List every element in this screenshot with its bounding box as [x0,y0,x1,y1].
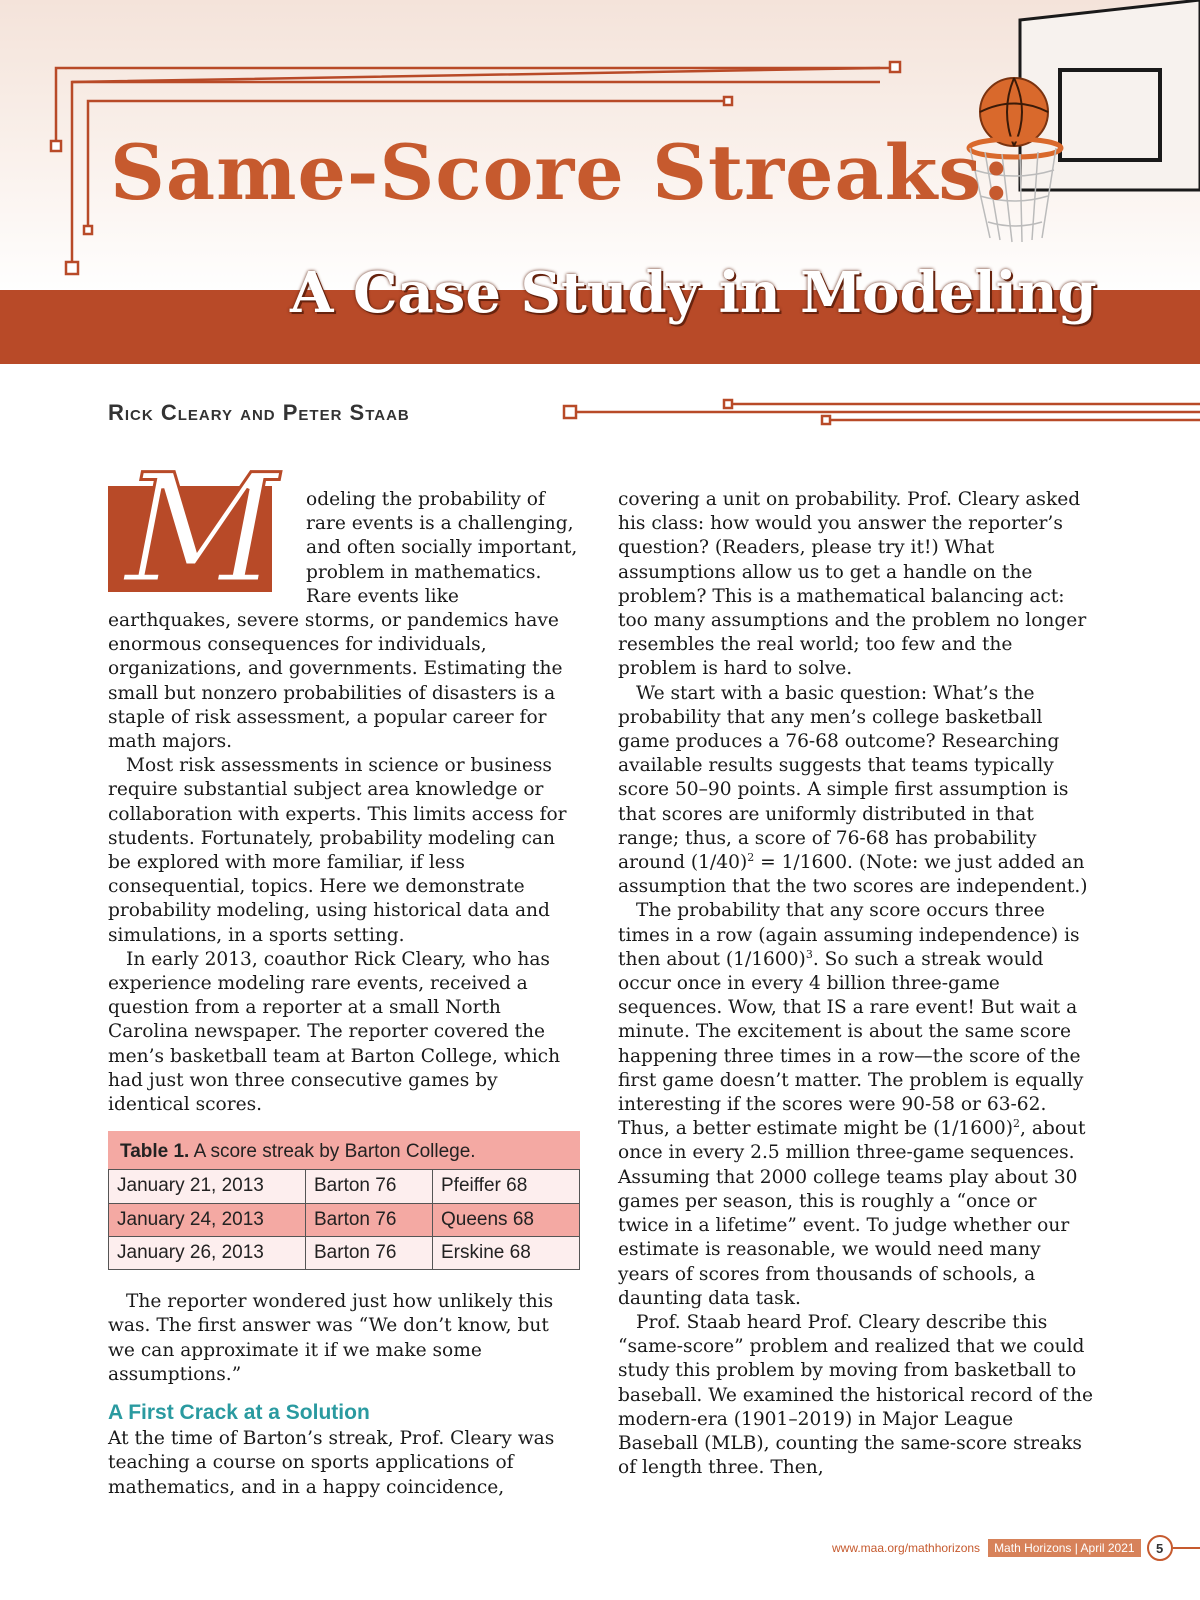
left-column [108,443,578,1500]
drop-cap [108,443,294,617]
footer-line [1173,1547,1200,1549]
superscript: 2 [1013,1117,1021,1131]
table-cell-opponent: Pfeiffer 68 [433,1170,580,1203]
page-footer [832,1536,1200,1560]
table-cell-date: January 21, 2013 [109,1170,306,1203]
table-cell-team: Barton 76 [306,1236,433,1269]
superscript: 2 [747,850,755,864]
table-row [109,1203,580,1236]
text-span: , about once in every 2.5 million three-game sequences. Assuming that 2000 college teams play about 30 games per season, this is roughly a “once or twice in a lifetime” event. To judge whether our estimate is reasonable, we would need many years of scores from thousands of schools, a daunting data task. [618,1118,1086,1309]
paragraph-baseball: Prof. Staab heard Prof. Cleary describe this “same-score” problem and realized that we could study this problem by moving from basketball to baseball. We examined the historical record of the modern-era (1901–2019) in Major League Baseball (MLB), counting the same-score streaks of length three. Then, [618,1311,1094,1479]
table-caption-text: A score streak by Barton College. [193,1141,476,1163]
text-span: We start with a basic question: What’s the probability that any men’s college basketball game produces a 76-68 outcome? Researching available results suggests that teams typically score 50–90 points. A simple first assumption is that scores are uniformly distributed in that range; thus, a score of 76-68 has probability around (1/40) [618,682,1069,874]
table-cell-team: Barton 76 [306,1170,433,1203]
table-cell-date: January 24, 2013 [109,1203,306,1236]
right-column [618,488,1093,1480]
paragraph-basic-question [618,682,1093,900]
paragraph-first-crack: At the time of Barton’s streak, Prof. Cleary was teaching a course on sports applications of mathematics, and in a happy coincidence, [108,1428,555,1498]
score-table [108,1169,580,1270]
paragraph-intro: odeling the probability of rare events is a challenging, and often socially important, problem in mathematics. Rare events like earthquakes, severe storms, or pandemics have enormous consequences for individuals, organizations, and governments. Estimating the small but nonzero probabilities of disasters is a staple of risk assessment, a popular career for math majors. [108,489,578,753]
score-streak-table [108,1131,580,1270]
table-cell-opponent: Queens 68 [433,1203,580,1236]
table-row [109,1236,580,1269]
article-title: Same-Score Streaks: [110,128,1012,217]
drop-cap-letter: M [124,443,278,617]
article-subtitle: A Case Study in Modeling [290,260,1097,326]
table-cell-opponent: Erskine 68 [433,1236,580,1269]
paragraph-class-question: covering a unit on probability. Prof. Cleary asked his class: how would you answer the reporter’s question? (Readers, please try it!) What assumptions allow us to get a handle on the problem? This is a mathematical balancing act: too many assumptions and the problem no longer resembles the real world; too few and the problem is hard to solve. [618,489,1087,680]
paragraph-risk: Most risk assessments in science or business require substantial subject area knowledge or collaboration with experts. This limits access for students. Fortunately, probability modeling can be explored with more familiar, if less consequential, topics. Here we demonstrate probability modeling, using historical data and simulations, in a sports setting. [108,755,567,946]
table-caption [108,1131,580,1169]
page-number: 5 [1147,1535,1173,1561]
paragraph-unlikely: The reporter wondered just how unlikely this was. The first answer was “We don’t know, but we can approximate it if we make some assumptions.” [108,1291,554,1385]
text-span: The probability that any score occurs three times in a row (again assuming independence) is then about (1/1600) [618,900,1080,970]
table-caption-label: Table 1. [120,1141,190,1163]
text-span: . So such a streak would occur once in every 4 billion three-game sequences. Wow, that IS a rare event! But wait a minute. The excitement is about the same score happening three times in a row—the score of the first game doesn’t matter. The problem is equally interesting if the scores were 90-58 or 63-62. Thus, a better estimate might be (1/1600) [618,948,1084,1140]
paragraph-three-times [618,899,1093,1310]
section-heading: A First Crack at a Solution [108,1400,370,1424]
footer-magazine: Math Horizons | April 2021 [988,1539,1141,1557]
paragraph-reporter: In early 2013, coauthor Rick Cleary, who has experience modeling rare events, received a question from a reporter at a small North Carolina newspaper. The reporter covered the men’s basketball team at Barton College, which had just won three consecutive games by identical scores. [108,948,561,1116]
text-span: = 1/1600. (Note: we just added an assumption that the two scores are independent.) [618,852,1088,898]
footer-url[interactable]: www.maa.org/mathhorizons [832,1541,981,1555]
superscript: 3 [805,947,813,961]
table-cell-date: January 26, 2013 [109,1236,306,1269]
table-cell-team: Barton 76 [306,1203,433,1236]
article-authors: Rick Cleary and Peter Staab [108,400,410,425]
table-row [109,1170,580,1203]
